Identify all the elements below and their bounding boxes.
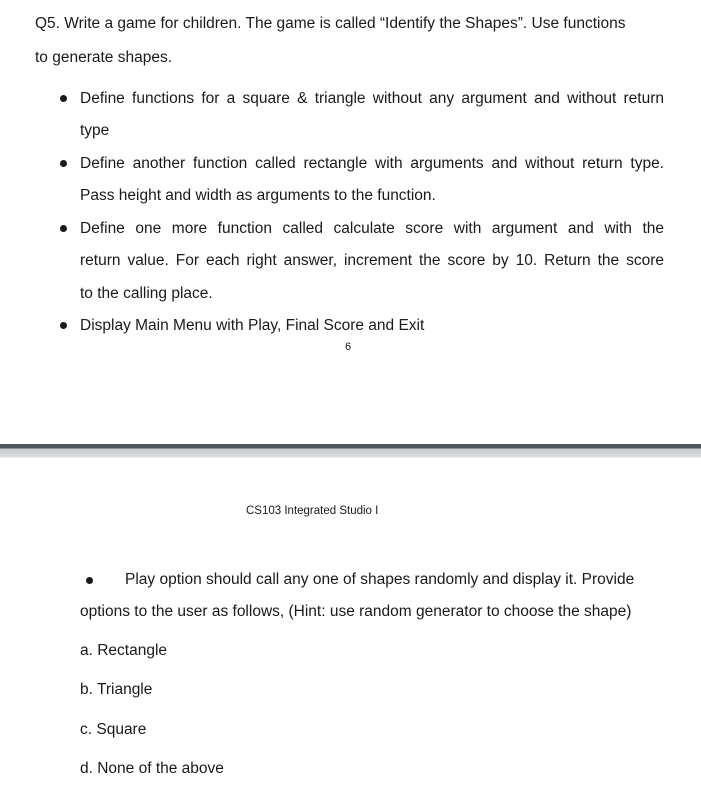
bullet-4-line-1: Display Main Menu with Play, Final Score and Exit [80,317,425,334]
option-none: d. None of the above [80,760,224,777]
bullet-3-line-1: Define one more function called calculate score with argument and with the [80,220,664,237]
bullet-2-line-2: Pass height and width as arguments to the function. [80,187,436,204]
bullet-icon [60,95,67,102]
bullet-1-line-2: type [80,122,110,139]
option-square: c. Square [80,721,147,738]
bullet-icon [60,322,67,329]
page-header: CS103 Integrated Studio I [246,505,379,517]
bullet-icon [60,160,67,167]
bullet-3-line-2: return value. For each right answer, increment the score by 10. Return the score [80,252,664,269]
option-rectangle: a. Rectangle [80,642,168,659]
bullet-3-line-3: to the calling place. [80,285,213,302]
page-number: 6 [345,341,352,353]
bullet-2-line-1: Define another function called rectangle with arguments and without return type. [80,155,664,172]
bullet-icon [60,225,67,232]
option-triangle: b. Triangle [80,681,153,698]
question-line-2: to generate shapes. [35,49,173,66]
bullet-icon [86,577,93,584]
play-bullet-line-2: options to the user as follows, (Hint: use random generator to choose the shape) [80,603,632,620]
document-page-bottom [0,458,701,789]
bullet-1-line-1: Define functions for a square & triangle without any argument and without return [80,90,664,107]
question-line-1: Q5. Write a game for children. The game is called “Identify the Shapes”. Use functions [35,15,626,32]
page-divider [0,444,701,458]
play-bullet-line-1: Play option should call any one of shapes randomly and display it. Provide [125,571,635,588]
